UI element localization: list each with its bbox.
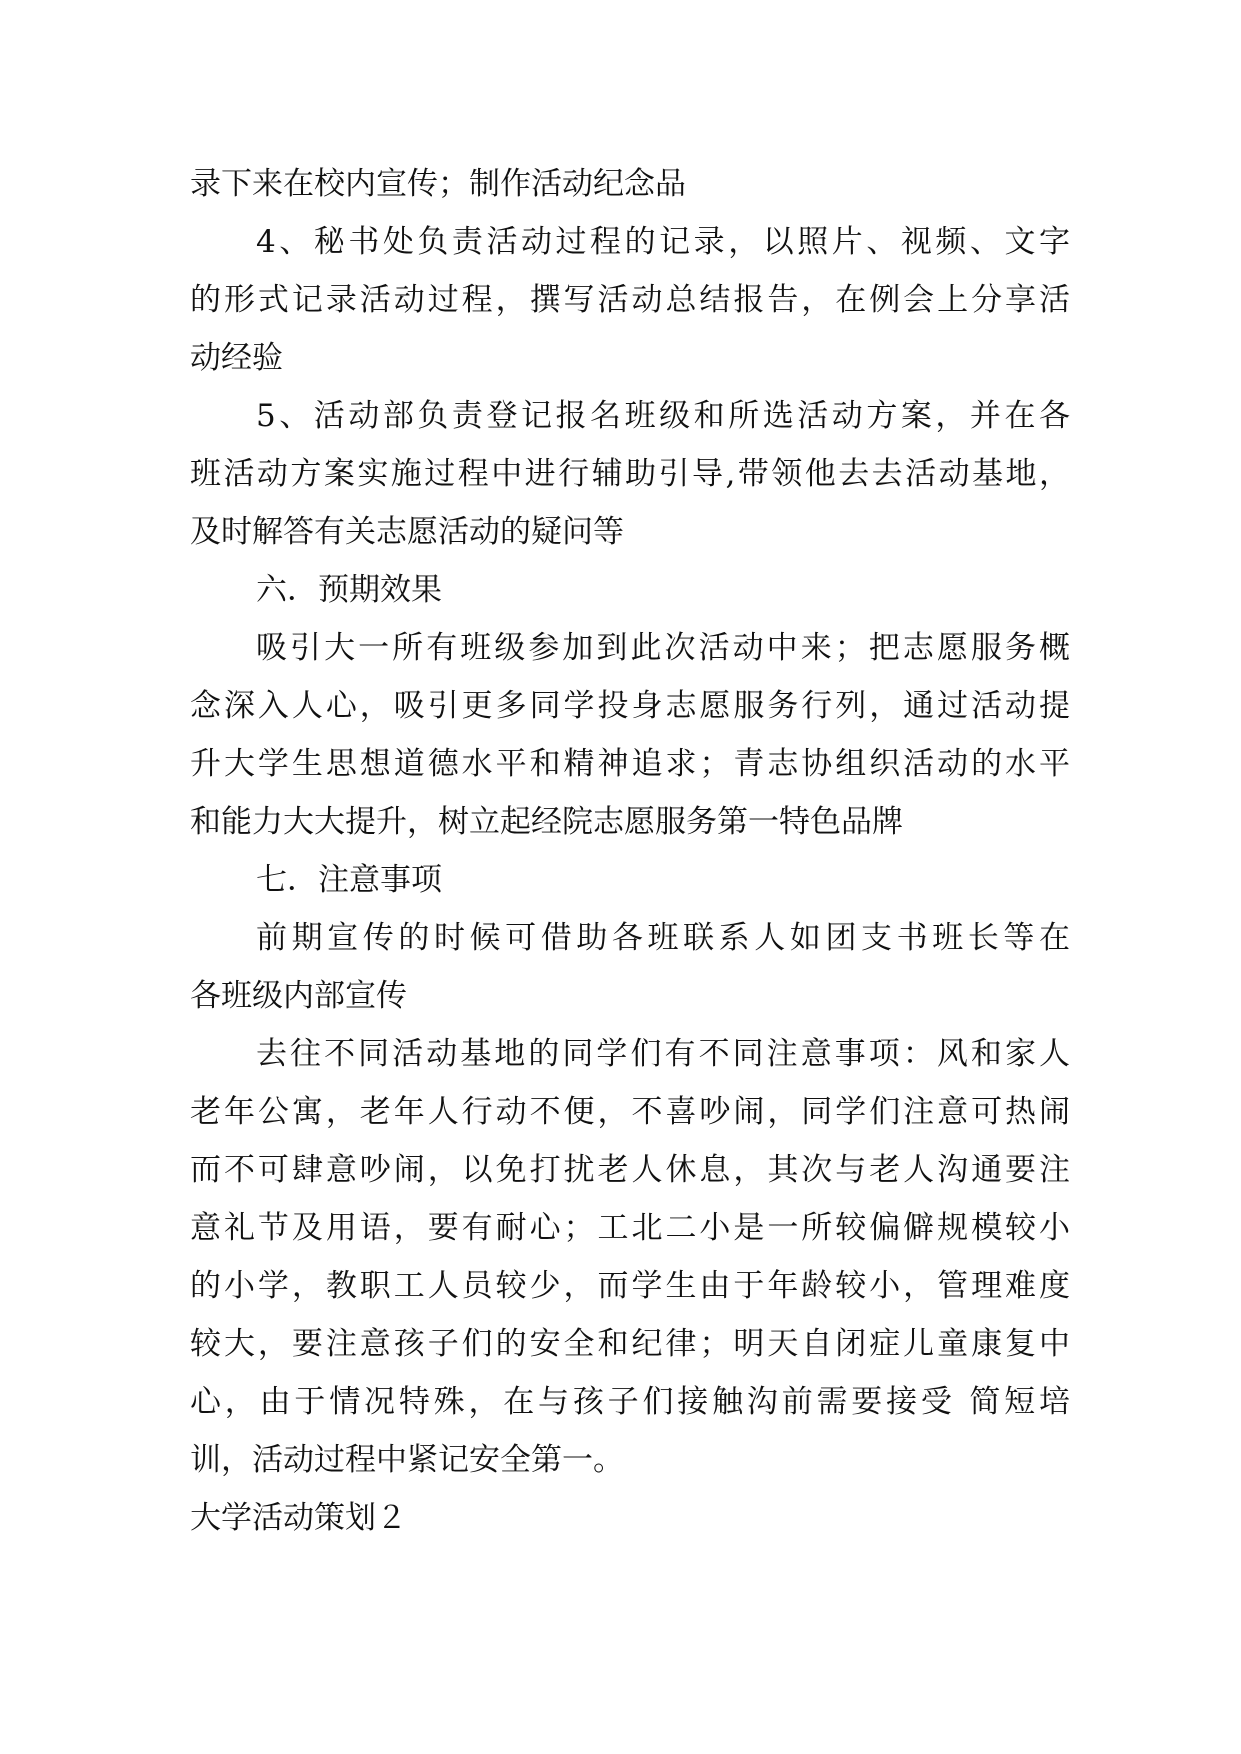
paragraph-line: 动经验 [190,340,283,376]
paragraph-line: 5、活动部负责登记报名班级和所选活动方案，并在各 [256,398,1070,434]
paragraph-line: 而不可肆意吵闹，以免打扰老人休息，其次与老人沟通要注 [190,1152,1070,1188]
paragraph-line: 念深入人心，吸引更多同学投身志愿服务行列，通过活动提 [190,688,1070,724]
paragraph-line: 升大学生思想道德水平和精神追求；青志协组织活动的水平 [190,746,1070,782]
section-heading: 七．注意事项 [256,862,442,898]
paragraph-line: 和能力大大提升，树立起经院志愿服务第一特色品牌 [190,804,903,840]
paragraph-line: 心，由于情况特殊，在与孩子们接触沟前需要接受 简短培 [190,1384,1070,1420]
paragraph-line: 的形式记录活动过程，撰写活动总结报告，在例会上分享活 [190,282,1070,318]
paragraph-line: 各班级内部宣传 [190,978,407,1014]
paragraph-line: 较大，要注意孩子们的安全和纪律；明天自闭症儿童康复中 [190,1326,1070,1362]
paragraph-line: 4、秘书处负责活动过程的记录，以照片、视频、文字 [256,224,1070,260]
paragraph-line: 老年公寓，老年人行动不便，不喜吵闹，同学们注意可热闹 [190,1094,1070,1130]
paragraph-line: 去往不同活动基地的同学们有不同注意事项：风和家人 [256,1036,1070,1072]
section-heading: 六．预期效果 [256,572,442,608]
paragraph-line: 训，活动过程中紧记安全第一。 [190,1442,624,1478]
paragraph-line: 吸引大一所有班级参加到此次活动中来；把志愿服务概 [256,630,1070,666]
document-title: 大学活动策划２ [190,1500,407,1536]
paragraph-line: 录下来在校内宣传；制作活动纪念品 [190,166,686,202]
paragraph-line: 的小学，教职工人员较少，而学生由于年龄较小，管理难度 [190,1268,1070,1304]
paragraph-line: 班活动方案实施过程中进行辅助引导,带领他去去活动基地， [190,456,1070,492]
paragraph-line: 前期宣传的时候可借助各班联系人如团支书班长等在 [256,920,1070,956]
paragraph-line: 及时解答有关志愿活动的疑问等 [190,514,624,550]
paragraph-line: 意礼节及用语，要有耐心；工北二小是一所较偏僻规模较小 [190,1210,1070,1246]
